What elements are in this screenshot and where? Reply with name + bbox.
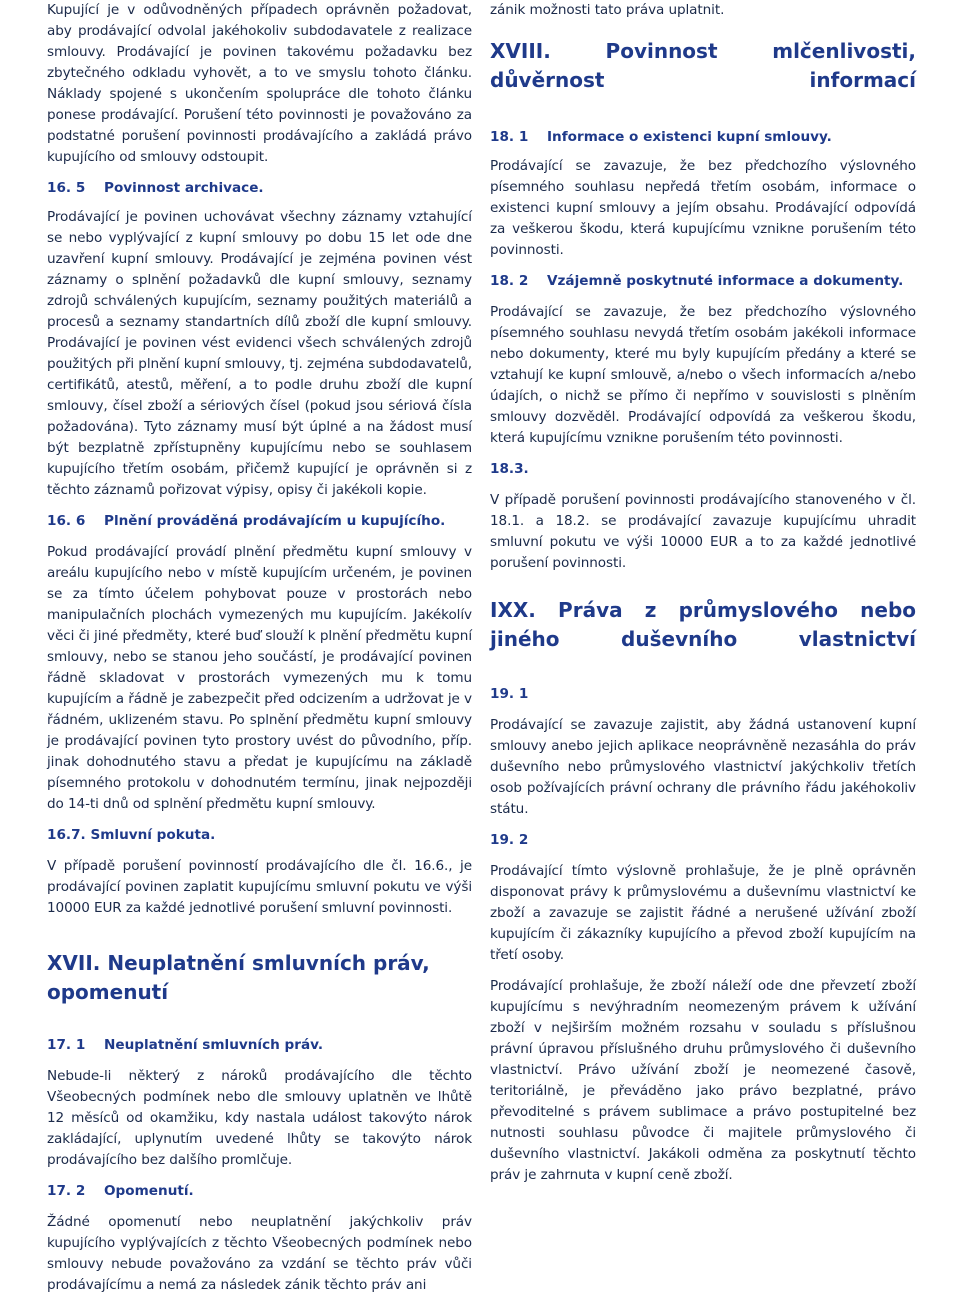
paragraph-18-3: V případě porušení povinnosti prodávajícího stanoveného v čl. 18.1. a 18.2. se prodávající zavazuje kupujícímu uhradit smluvní pokutu ve výši 10000 EUR a to za každé jednotlivé porušení povinnosti. bbox=[490, 492, 916, 571]
paragraph-17-2: Žádné opomenutí nebo neuplatnění jakýchkoliv práv kupujícího vyplývajících z těchto Všeobecných podmínek nebo smlouvy nebude považováno za vzdání se těchto práv vůči prodávajícímu a nemá za následek zánik těchto práv ani bbox=[47, 1214, 472, 1293]
paragraph-18-1: Prodávající se zavazuje, že bez předchozího výslovného písemného souhlasu nepředá třetím osobám, informace o existenci kupní smlouvy a jejím obsahu. Prodávající odpovídá za veškerou škodu, která kupujícímu vznikne porušením této povinnosti. bbox=[490, 158, 916, 258]
section-heading-xvii: XVII. Neuplatnění smluvních práv, opomenutí bbox=[47, 951, 430, 1004]
subheading-16-5: 16. 5 Povinnost archivace. bbox=[47, 180, 264, 196]
subheading-19-1: 19. 1 bbox=[490, 686, 529, 702]
paragraph-16-5: Prodávající je povinen uchovávat všechny záznamy vztahující se nebo vyplývající z kupní smlouvy po dobu 15 let ode dne uzavření kupní smlouvy. Prodávající je zejména povinen vést záznamy o splnění požadavků dle kupní smlouvy, seznamy zdrojů schválených kupujícím, seznamy použitých materiálů a procesů a seznamy standartních dílů zboží dle kupní smlouvy. Prodávající je povinen vést evidenci všech schválených zdrojů použitých při plnění kupní smlouvy, tj. zejména subdodavatelů, certifikátů, atestů, měření, a to podle druhu zboží dle kupní smlouvy, čísel zboží a sériových čísel (pokud jsou sériová čísla požadována). Tyto záznamy musí být úplné a na žádost musí být bezplatně zpřístupněny kupujícímu nebo se souhlasem kupujícího třetím osobám, přičemž kupující je oprávněn si z těchto záznamů pořizovat výpisy, opisy či jakékoli kopie. bbox=[47, 209, 472, 498]
subheading-18-1: 18. 1 Informace o existenci kupní smlouvy. bbox=[490, 129, 832, 145]
paragraph-subcontractor-recall: Kupující je v odůvodněných případech oprávněn požadovat, aby prodávající odvolal jakéhokoliv subdodavatele z realizace smlouvy. Prodávající je povinen takovému požadavku bez zbytečného odkladu vyhovět, a to ve smyslu tohoto článku. Náklady spojené s ukončením spolupráce dle tohoto článku ponese prodávající. Porušení této povinnosti je považováno za podstatné porušení povinnosti prodávajícího a zakládá právo kupujícího od smlouvy odstoupit. bbox=[47, 2, 472, 165]
subheading-16-6: 16. 6 Plnění prováděná prodávajícím u kupujícího. bbox=[47, 513, 446, 529]
paragraph-18-2: Prodávající se zavazuje, že bez předchozího výslovného písemného souhlasu nevydá třetím osobám jakékoli informace nebo dokumenty, které mu byly kupujícím předány a které se vztahují ke kupní smlouvě, a/nebo o všech informacích a/nebo údajích, o nichž se přímo či nepřímo v souvislosti s plněním smlouvy dozvěděl. Prodávající odpovídá za veškerou škodu, která kupujícímu vznikne porušením této povinnosti. bbox=[490, 304, 916, 446]
subheading-18-2: 18. 2 Vzájemně poskytnuté informace a dokumenty. bbox=[490, 273, 904, 289]
subheading-19-2: 19. 2 bbox=[490, 832, 529, 848]
right-column bbox=[490, 0, 916, 1186]
paragraph-16-6: Pokud prodávající provádí plnění předmětu kupní smlouvy v areálu kupujícího nebo v místě kupujícím určeném, je povinen se za tímto účelem pohybovat pouze v prostorách nebo manipulačních plochách vymezených mu kupujícím. Jakékolív věci či jiné předměty, které buď slouží k plnění předmětu kupní smlouvy, nebo se stanou jeho součástí, je prodávající povinen řádně skladovat v prostorách vymezených mu k tomu kupujícím a řádně je zabezpečit před odcizením a udržovat je v řádném, uklizeném stavu. Po splnění předmětu kupní smlouvy je prodávající povinen tyto prostory uvést do původního, příp. jinak dohodnutého stavu a předat je kupujícímu na základě písemného protokolu v dohodnutém termínu, jinak nejpozději do 14-ti dnů od splnění předmětu kupní smlouvy. bbox=[47, 544, 472, 812]
paragraph-continuation: zánik možnosti tato práva uplatnit. bbox=[490, 2, 725, 18]
paragraph-19-2a: Prodávající tímto výslovně prohlašuje, že je plně oprávněn disponovat právy k průmyslovému a duševnímu vlastnictví ke zboží a zavazuje se zajistit řádné a nerušené užívání zboží kupujícím či zákazníky kupujícího a převod zboží kupujícím na třetí osoby. bbox=[490, 863, 916, 963]
paragraph-19-2b: Prodávající prohlašuje, že zboží náleží ode dne převzetí zboží kupujícímu s nevýhradním neomezeným právem k užívání zboží v nejširším možném rozsahu v souladu s příslušnou právní úpravou příslušného druhu průmyslového či duševního vlastnictví. Právo užívání zboží je neomezené časově, teritoriálně, je převáděno jako právo bezplatné, právo převoditelné s právem sublimace a právo postupitelné bez nutnosti souhlasu původce či majitele průmyslového či duševního vlastnictví. Jakákoli odměna za poskytnutí těchto práv je zahrnuta v kupní ceně zboží. bbox=[490, 978, 916, 1183]
section-heading-ixx: IXX. Práva z průmyslového nebo jiného duševního vlastnictví bbox=[490, 598, 916, 651]
section-heading-xviii: XVIII. Povinnost mlčenlivosti, důvěrnost informací bbox=[490, 39, 916, 92]
left-column bbox=[47, 0, 472, 1296]
paragraph-16-7: V případě porušení povinností prodávajícího dle čl. 16.6., je prodávající povinen zaplatit kupujícímu smluvní pokutu ve výši 10000 EUR za každé jednotlivé porušení smluvní povinnosti. bbox=[47, 858, 472, 916]
paragraph-19-1: Prodávající se zavazuje zajistit, aby žádná ustanovení kupní smlouvy anebo jejich aplikace neoprávněně nezasáhla do práv duševního nebo průmyslového vlastnictví jakýchkoliv třetích osob požívajících právní ochrany dle právního řádu jakéhokoliv státu. bbox=[490, 717, 916, 817]
subheading-16-7: 16.7. Smluvní pokuta. bbox=[47, 827, 216, 843]
subheading-17-2: 17. 2 Opomenutí. bbox=[47, 1183, 194, 1199]
subheading-18-3: 18.3. bbox=[490, 461, 529, 477]
paragraph-17-1: Nebude-li některý z nároků prodávajícího dle těchto Všeobecných podmínek nebo dle smlouvy uplatněn ve lhůtě 12 měsíců od okamžiku, kdy nastala událost takovýto nárok zakládající, uplynutím uvedené lhůty se takovýto nárok prodávajícího bez dalšího promlčuje. bbox=[47, 1068, 472, 1168]
subheading-17-1: 17. 1 Neuplatnění smluvních práv. bbox=[47, 1037, 324, 1053]
